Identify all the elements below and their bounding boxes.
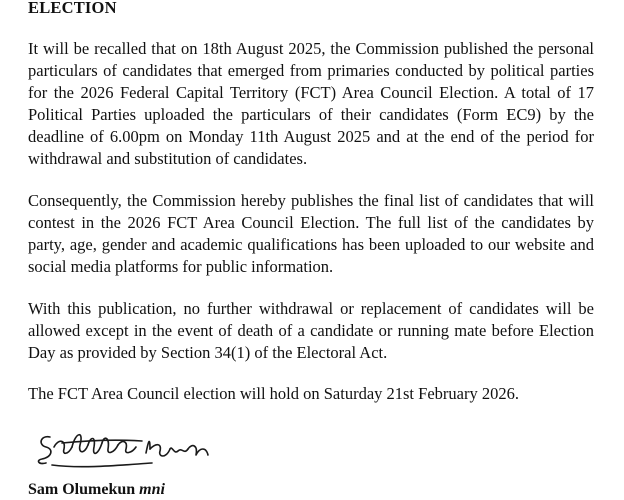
paragraph-no-withdrawal: With this publication, no further withdrawal or replacement of candidates will be allowed except in the event of death of a candidate or running mate before Election Day as provided by Section 34(1) of the Electoral Act. <box>28 299 594 362</box>
signer-name-text: Sam Olumekun <box>28 481 136 498</box>
handwritten-signature <box>32 425 222 475</box>
section-heading: ELECTION <box>28 0 117 17</box>
signer-name <box>28 480 165 500</box>
paragraph-recall: It will be recalled that on 18th August 2025, the Commission published the personal particulars of candidates that emerged from primaries conducted by political parties for the 2026 Federal Capital Territory (FCT) Area Council Election. A total of 17 Political Parties uploaded the particulars of their candidates (Form EC9) by the deadline of 6.00pm on Monday 11th August 2025 and at the end of the period for withdrawal and substitution of candidates. <box>28 39 594 168</box>
paragraph-election-date: The FCT Area Council election will hold on Saturday 21st February 2026. <box>28 384 519 403</box>
paragraph-publication: Consequently, the Commission hereby publishes the final list of candidates that will contest in the 2026 FCT Area Council Election. The full list of the candidates by party, age, gender and academic qualifications has been uploaded to our website and social media platforms for public information. <box>28 191 594 276</box>
signer-suffix: mni <box>139 481 165 498</box>
press-release <box>28 0 594 498</box>
